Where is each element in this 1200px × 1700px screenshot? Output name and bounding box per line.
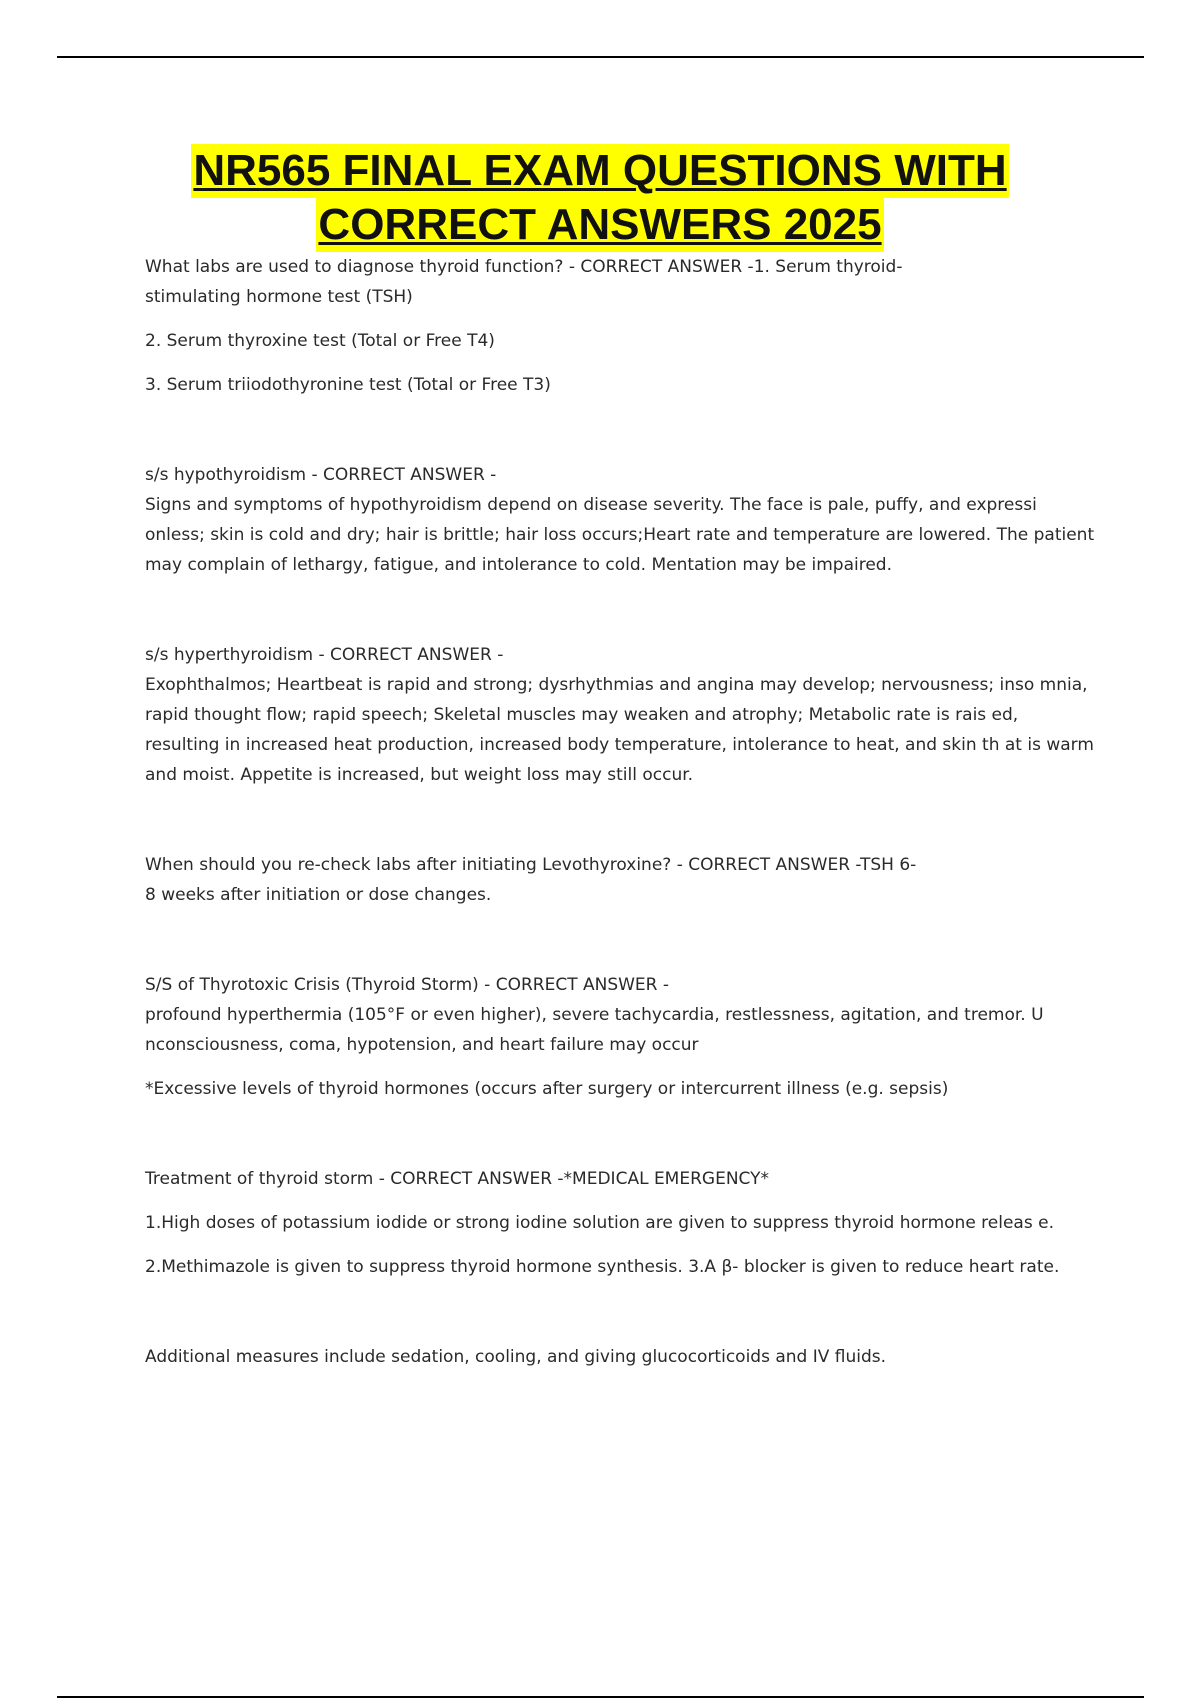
top-rule (57, 56, 1144, 58)
answer-text: Exophthalmos; Heartbeat is rapid and strong; dysrhythmias and angina may develop; nervousness; inso mnia, rapid thought flow; rapid speech; Skeletal muscles may weaken and atrophy; Metabolic rate is rais ed, resulting in increased heat production, increased body temperature, intolerance to heat, and skin th at is warm and moist. Appetite is increased, but weight loss may still occur. (145, 675, 1094, 785)
question-text: s/s hypothyroidism - CORRECT ANSWER - (145, 465, 497, 485)
answer-text: Signs and symptoms of hypothyroidism depend on disease severity. The face is pale, puffy, and expressi onless; skin is cold and dry; hair is brittle; hair loss occurs;Heart rate and temperature are lowered. The patient may complain of lethargy, fatigue, and intolerance to cold. Mentation may be impaired. (145, 495, 1095, 575)
answer-extra: 2. Serum thyroxine test (Total or Free T4) (145, 331, 495, 351)
qa-item-thyroid-storm-treatment (145, 1164, 1095, 1282)
qa-item-additional-measures (145, 1342, 1095, 1372)
question-text: Treatment of thyroid storm - CORRECT ANSWER -*MEDICAL EMERGENCY* (145, 1169, 769, 1189)
answer-text: 8 weeks after initiation or dose changes. (145, 885, 492, 905)
qa-item-thyroid-storm-signs (145, 970, 1095, 1104)
title-line-2: CORRECT ANSWERS 2025 (316, 198, 883, 252)
document-title (100, 144, 1100, 252)
answer-extra: 2.Methimazole is given to suppress thyroid hormone synthesis. 3.A β- blocker is given to reduce heart rate. (145, 1257, 1060, 1277)
title-line-1: NR565 FINAL EXAM QUESTIONS WITH (191, 144, 1008, 198)
question-text: s/s hyperthyroidism - CORRECT ANSWER - (145, 645, 504, 665)
answer-text: profound hyperthermia (105°F or even higher), severe tachycardia, restlessness, agitation, and tremor. U nconsciousness, coma, hypotension, and heart failure may occur (145, 1005, 1044, 1055)
question-text: What labs are used to diagnose thyroid function? - CORRECT ANSWER -1. Serum thyroid- (145, 257, 903, 277)
bottom-rule (57, 1696, 1144, 1698)
qa-item-hypothyroidism (145, 460, 1095, 580)
question-text: S/S of Thyrotoxic Crisis (Thyroid Storm) - CORRECT ANSWER - (145, 975, 670, 995)
qa-item-hyperthyroidism (145, 640, 1095, 790)
document-body (145, 252, 1095, 1372)
qa-item-levothyroxine (145, 850, 1095, 910)
qa-item-thyroid-labs (145, 252, 1095, 400)
body-text: Additional measures include sedation, cooling, and giving glucocorticoids and IV fluids. (145, 1347, 887, 1367)
answer-extra: 1.High doses of potassium iodide or strong iodine solution are given to suppress thyroid hormone releas e. (145, 1213, 1054, 1233)
question-text: When should you re-check labs after initiating Levothyroxine? - CORRECT ANSWER -TSH 6- (145, 855, 917, 875)
answer-extra: *Excessive levels of thyroid hormones (occurs after surgery or intercurrent illness (e.g. sepsis) (145, 1079, 949, 1099)
answer-text: stimulating hormone test (TSH) (145, 287, 413, 307)
answer-extra: 3. Serum triiodothyronine test (Total or Free T3) (145, 375, 551, 395)
